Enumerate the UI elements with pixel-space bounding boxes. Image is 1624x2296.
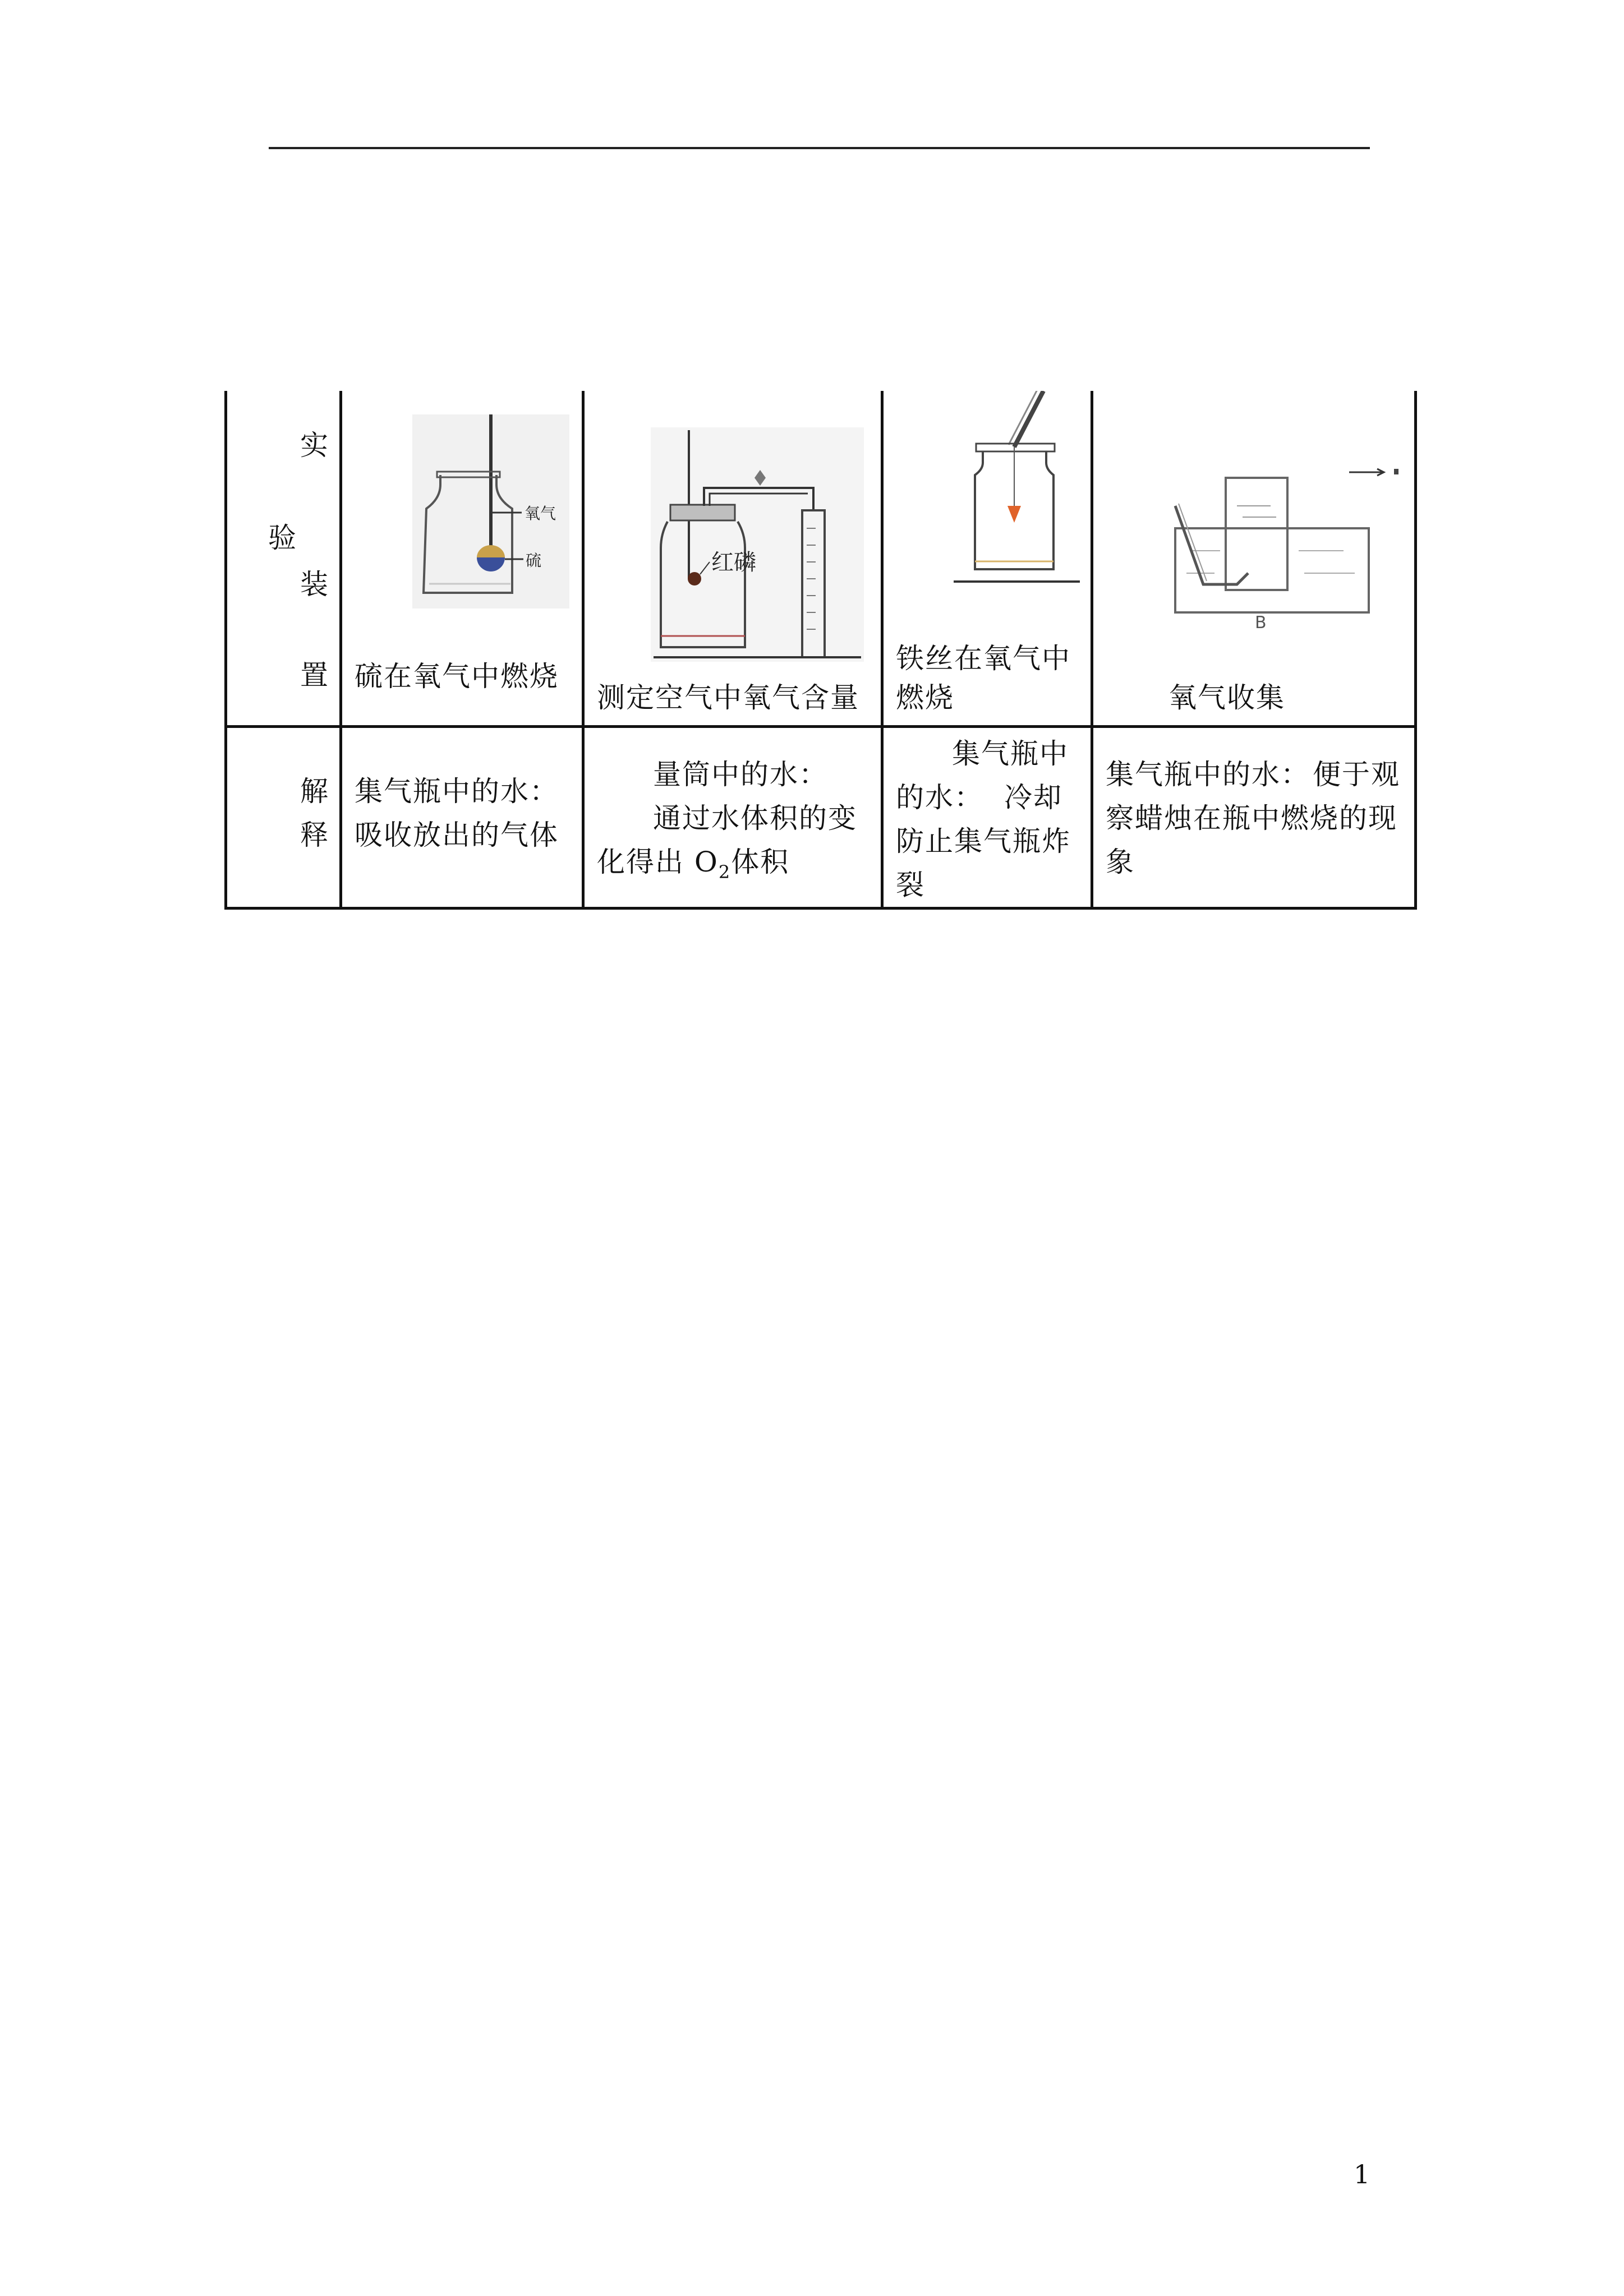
- table-border-right: [1414, 391, 1417, 910]
- table-divider: [582, 391, 585, 910]
- explain-iron-line: 冷却: [1004, 781, 1062, 814]
- oxygen-collection-figure: [1158, 461, 1405, 638]
- caption-iron-wire-2: 燃烧: [896, 681, 954, 714]
- figure-label: 氧气: [525, 504, 556, 523]
- table-border-left: [224, 391, 227, 910]
- explain-sulfur-line: 吸收放出的气体: [355, 819, 559, 851]
- sulfur-combustion-figure: [412, 414, 569, 608]
- row-label-char: 释: [300, 819, 328, 851]
- table-divider: [881, 391, 884, 910]
- row-label-char: 验: [268, 522, 296, 554]
- page-number: 1: [1354, 2159, 1370, 2189]
- explain-content-line: [597, 840, 789, 894]
- caption-sulfur: 硫在氧气中燃烧: [355, 660, 559, 693]
- explain-iron-line: 裂: [896, 869, 925, 901]
- explain-iron-line: 集气瓶中: [952, 737, 1069, 770]
- explain-content-text: 化得出 O: [597, 846, 719, 878]
- explain-content-line: 通过水体积的变: [653, 802, 857, 835]
- header-rule: [269, 147, 1370, 149]
- row-label-char: 置: [300, 659, 328, 691]
- subscript-2: 2: [718, 861, 732, 883]
- row-label-char: 装: [300, 568, 328, 601]
- figure-label: B: [1255, 613, 1267, 633]
- explain-collection-line: 象: [1106, 846, 1135, 878]
- explain-content-line: 量筒中的水：: [653, 758, 828, 791]
- figure-label: 红磷: [711, 550, 756, 575]
- caption-oxygen-content: 测定空气中氧气含量: [597, 681, 859, 714]
- experiment-table: [224, 391, 1417, 910]
- row-label-char: 实: [300, 429, 328, 462]
- explain-content-text: 体积: [731, 846, 790, 878]
- explain-iron-line: 的水：: [896, 781, 983, 814]
- explain-sulfur-line: 集气瓶中的水：: [355, 775, 559, 808]
- explain-collection-line: 集气瓶中的水：: [1106, 758, 1310, 791]
- explain-collection-line: 察蜡烛在瓶中燃烧的现: [1106, 802, 1397, 835]
- row-divider: [224, 725, 1417, 728]
- table-border-bottom: [224, 907, 1417, 910]
- table-divider: [1091, 391, 1093, 910]
- table-divider: [339, 391, 342, 910]
- caption-iron-wire: 铁丝在氧气中: [896, 642, 1071, 675]
- explain-iron-line: 防止集气瓶炸: [896, 825, 1071, 857]
- oxygen-content-figure: [651, 427, 864, 662]
- caption-oxygen-collection: 氧气收集: [1168, 681, 1285, 714]
- iron-wire-figure: [954, 391, 1083, 584]
- explain-collection-line: 便于观: [1313, 758, 1400, 791]
- row-label-char: 解: [300, 775, 328, 808]
- figure-label: 硫: [526, 551, 542, 570]
